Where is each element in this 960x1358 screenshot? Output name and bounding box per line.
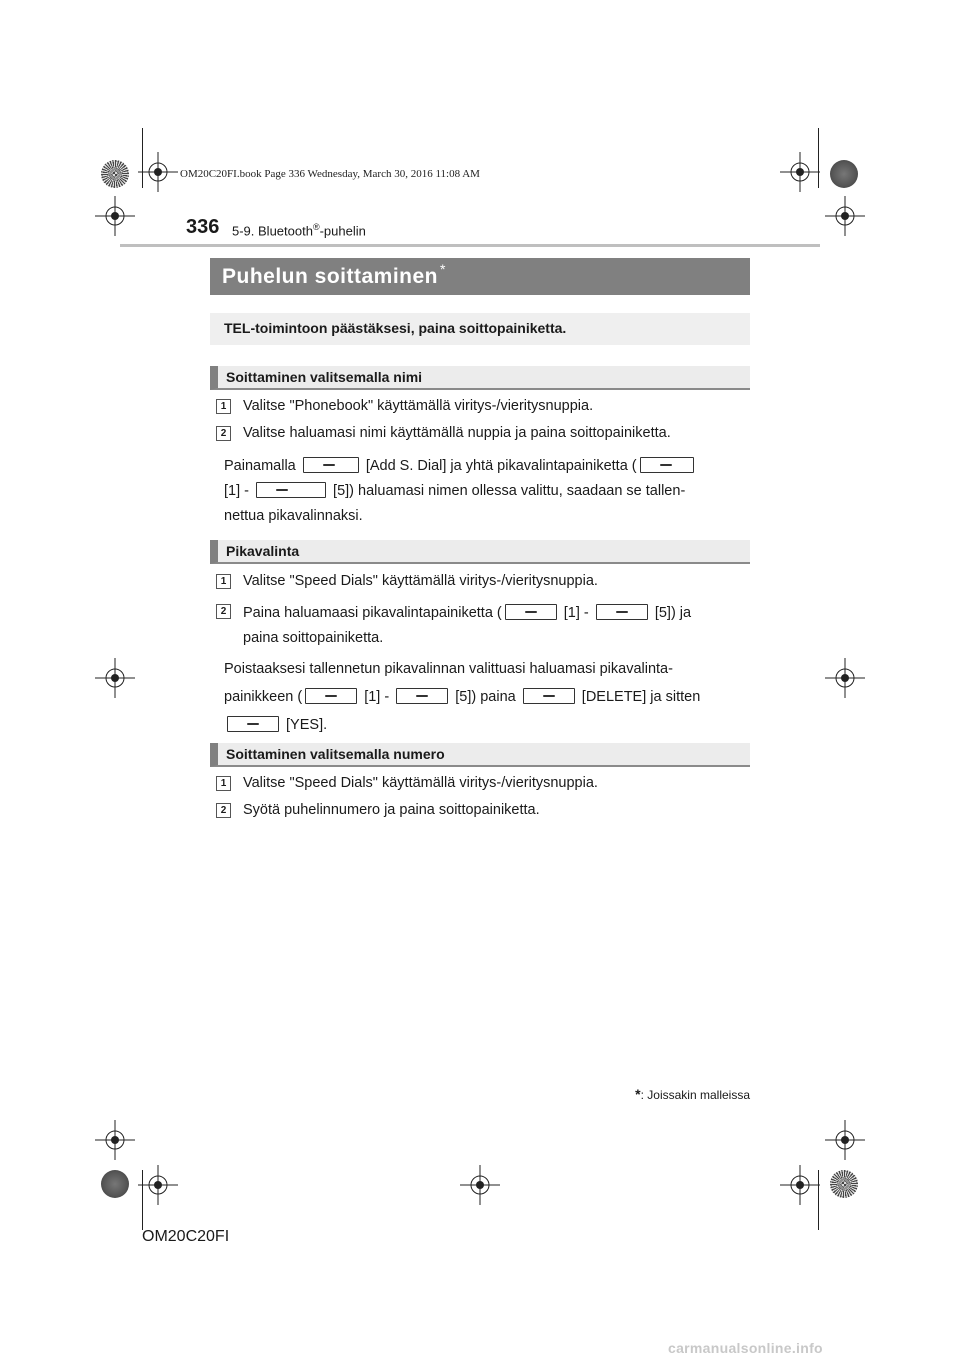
starburst-mark-bottom-right bbox=[830, 1170, 858, 1198]
footnote-text: : Joissakin malleissa bbox=[640, 1088, 750, 1102]
crosshair-target-icon bbox=[825, 1120, 865, 1160]
section-title bbox=[232, 222, 366, 238]
footer-code: OM20C20FI bbox=[142, 1228, 230, 1245]
button-icon bbox=[256, 482, 326, 498]
crosshair-target-icon bbox=[138, 152, 178, 192]
crosshair-target-icon bbox=[95, 196, 135, 236]
registered-mark: ® bbox=[312, 222, 320, 232]
header-rule bbox=[120, 244, 820, 247]
footnote bbox=[610, 1086, 750, 1102]
note-text: [5]) haluamasi nimen ollessa valittu, saadaan se tallen- bbox=[333, 483, 686, 499]
book-info: OM20C20FI.book Page 336 Wednesday, March 30, 2016 11:08 AM bbox=[180, 168, 480, 180]
crosshair-target-icon bbox=[780, 152, 820, 192]
crosshair-target-icon bbox=[460, 1165, 500, 1205]
step-text: Valitse "Phonebook" käyttämällä viritys-/vieritysnuppia. bbox=[243, 398, 594, 414]
note-add-speed-dial bbox=[224, 454, 746, 529]
step-number: 1 bbox=[216, 574, 231, 589]
asterisk-marker: * bbox=[635, 1086, 641, 1102]
watermark: carmanualsonline.info bbox=[668, 1340, 823, 1356]
step-number: 2 bbox=[216, 426, 231, 441]
crosshair-target-icon bbox=[95, 658, 135, 698]
step-text-part: [1] - bbox=[563, 605, 589, 621]
note-text: [5]) paina bbox=[455, 689, 516, 705]
crosshair-target-icon bbox=[825, 658, 865, 698]
crosshair-target-icon bbox=[95, 1120, 135, 1160]
button-icon bbox=[305, 688, 357, 704]
button-icon bbox=[596, 604, 648, 620]
subheading-by-number: Soittaminen valitsemalla numero bbox=[210, 743, 750, 767]
note-text: [YES]. bbox=[286, 717, 328, 733]
button-icon bbox=[396, 688, 448, 704]
button-icon bbox=[523, 688, 575, 704]
step-text bbox=[243, 601, 746, 651]
step-text-part: Paina haluamaasi pikavalintapainiketta ( bbox=[243, 605, 502, 621]
note-text: Poistaaksesi tallennetun pikavalinnan valittuasi haluamasi pikavalinta- bbox=[224, 661, 673, 677]
crosshair-target-icon bbox=[825, 196, 865, 236]
step-text: Valitse "Speed Dials" käyttämällä viritys-/vieritysnuppia. bbox=[243, 573, 598, 589]
note-text: [1] - bbox=[224, 483, 249, 499]
button-icon bbox=[227, 716, 279, 732]
step-number: 1 bbox=[216, 399, 231, 414]
step-text: Valitse haluamasi nimi käyttämällä nuppia ja paina soittopainiketta. bbox=[243, 425, 671, 441]
crosshair-target-icon bbox=[780, 1165, 820, 1205]
starburst-mark-top-right bbox=[830, 160, 858, 188]
subheading-speed-dial: Pikavalinta bbox=[210, 540, 750, 564]
note-text: [DELETE] ja sitten bbox=[581, 689, 701, 705]
note-delete-speed-dial bbox=[224, 655, 746, 739]
page-number: 336 bbox=[186, 216, 220, 238]
intro-box: TEL-toimintoon päästäksesi, paina soittopainiketta. bbox=[210, 313, 750, 345]
note-text: nettua pikavalinnaksi. bbox=[224, 508, 363, 524]
step-text-part: paina soittopainiketta. bbox=[243, 630, 384, 646]
note-text: Painamalla bbox=[224, 458, 296, 474]
asterisk-marker: * bbox=[440, 261, 446, 277]
step-number: 2 bbox=[216, 604, 231, 619]
starburst-mark-bottom-left bbox=[101, 1170, 129, 1198]
button-icon bbox=[640, 457, 694, 473]
step-number: 2 bbox=[216, 803, 231, 818]
note-text: [Add S. Dial] ja yhtä pikavalintapainiketta ( bbox=[365, 458, 637, 474]
step-text: Syötä puhelinnumero ja paina soittopainiketta. bbox=[243, 802, 540, 818]
step-text: Valitse "Speed Dials" käyttämällä viritys-/vieritysnuppia. bbox=[243, 775, 598, 791]
note-text: [1] - bbox=[364, 689, 390, 705]
section-prefix: 5-9. Bluetooth bbox=[232, 223, 313, 239]
note-text: painikkeen ( bbox=[224, 689, 303, 705]
page-title bbox=[210, 258, 750, 295]
crosshair-target-icon bbox=[138, 1165, 178, 1205]
step-text-part: [5]) ja bbox=[654, 605, 692, 621]
subheading-by-name: Soittaminen valitsemalla nimi bbox=[210, 366, 750, 390]
section-suffix: -puhelin bbox=[319, 223, 366, 239]
starburst-mark-top-left bbox=[101, 160, 129, 188]
page-title-text: Puhelun soittaminen bbox=[222, 265, 439, 288]
button-icon bbox=[303, 457, 359, 473]
button-icon bbox=[505, 604, 557, 620]
step-number: 1 bbox=[216, 776, 231, 791]
